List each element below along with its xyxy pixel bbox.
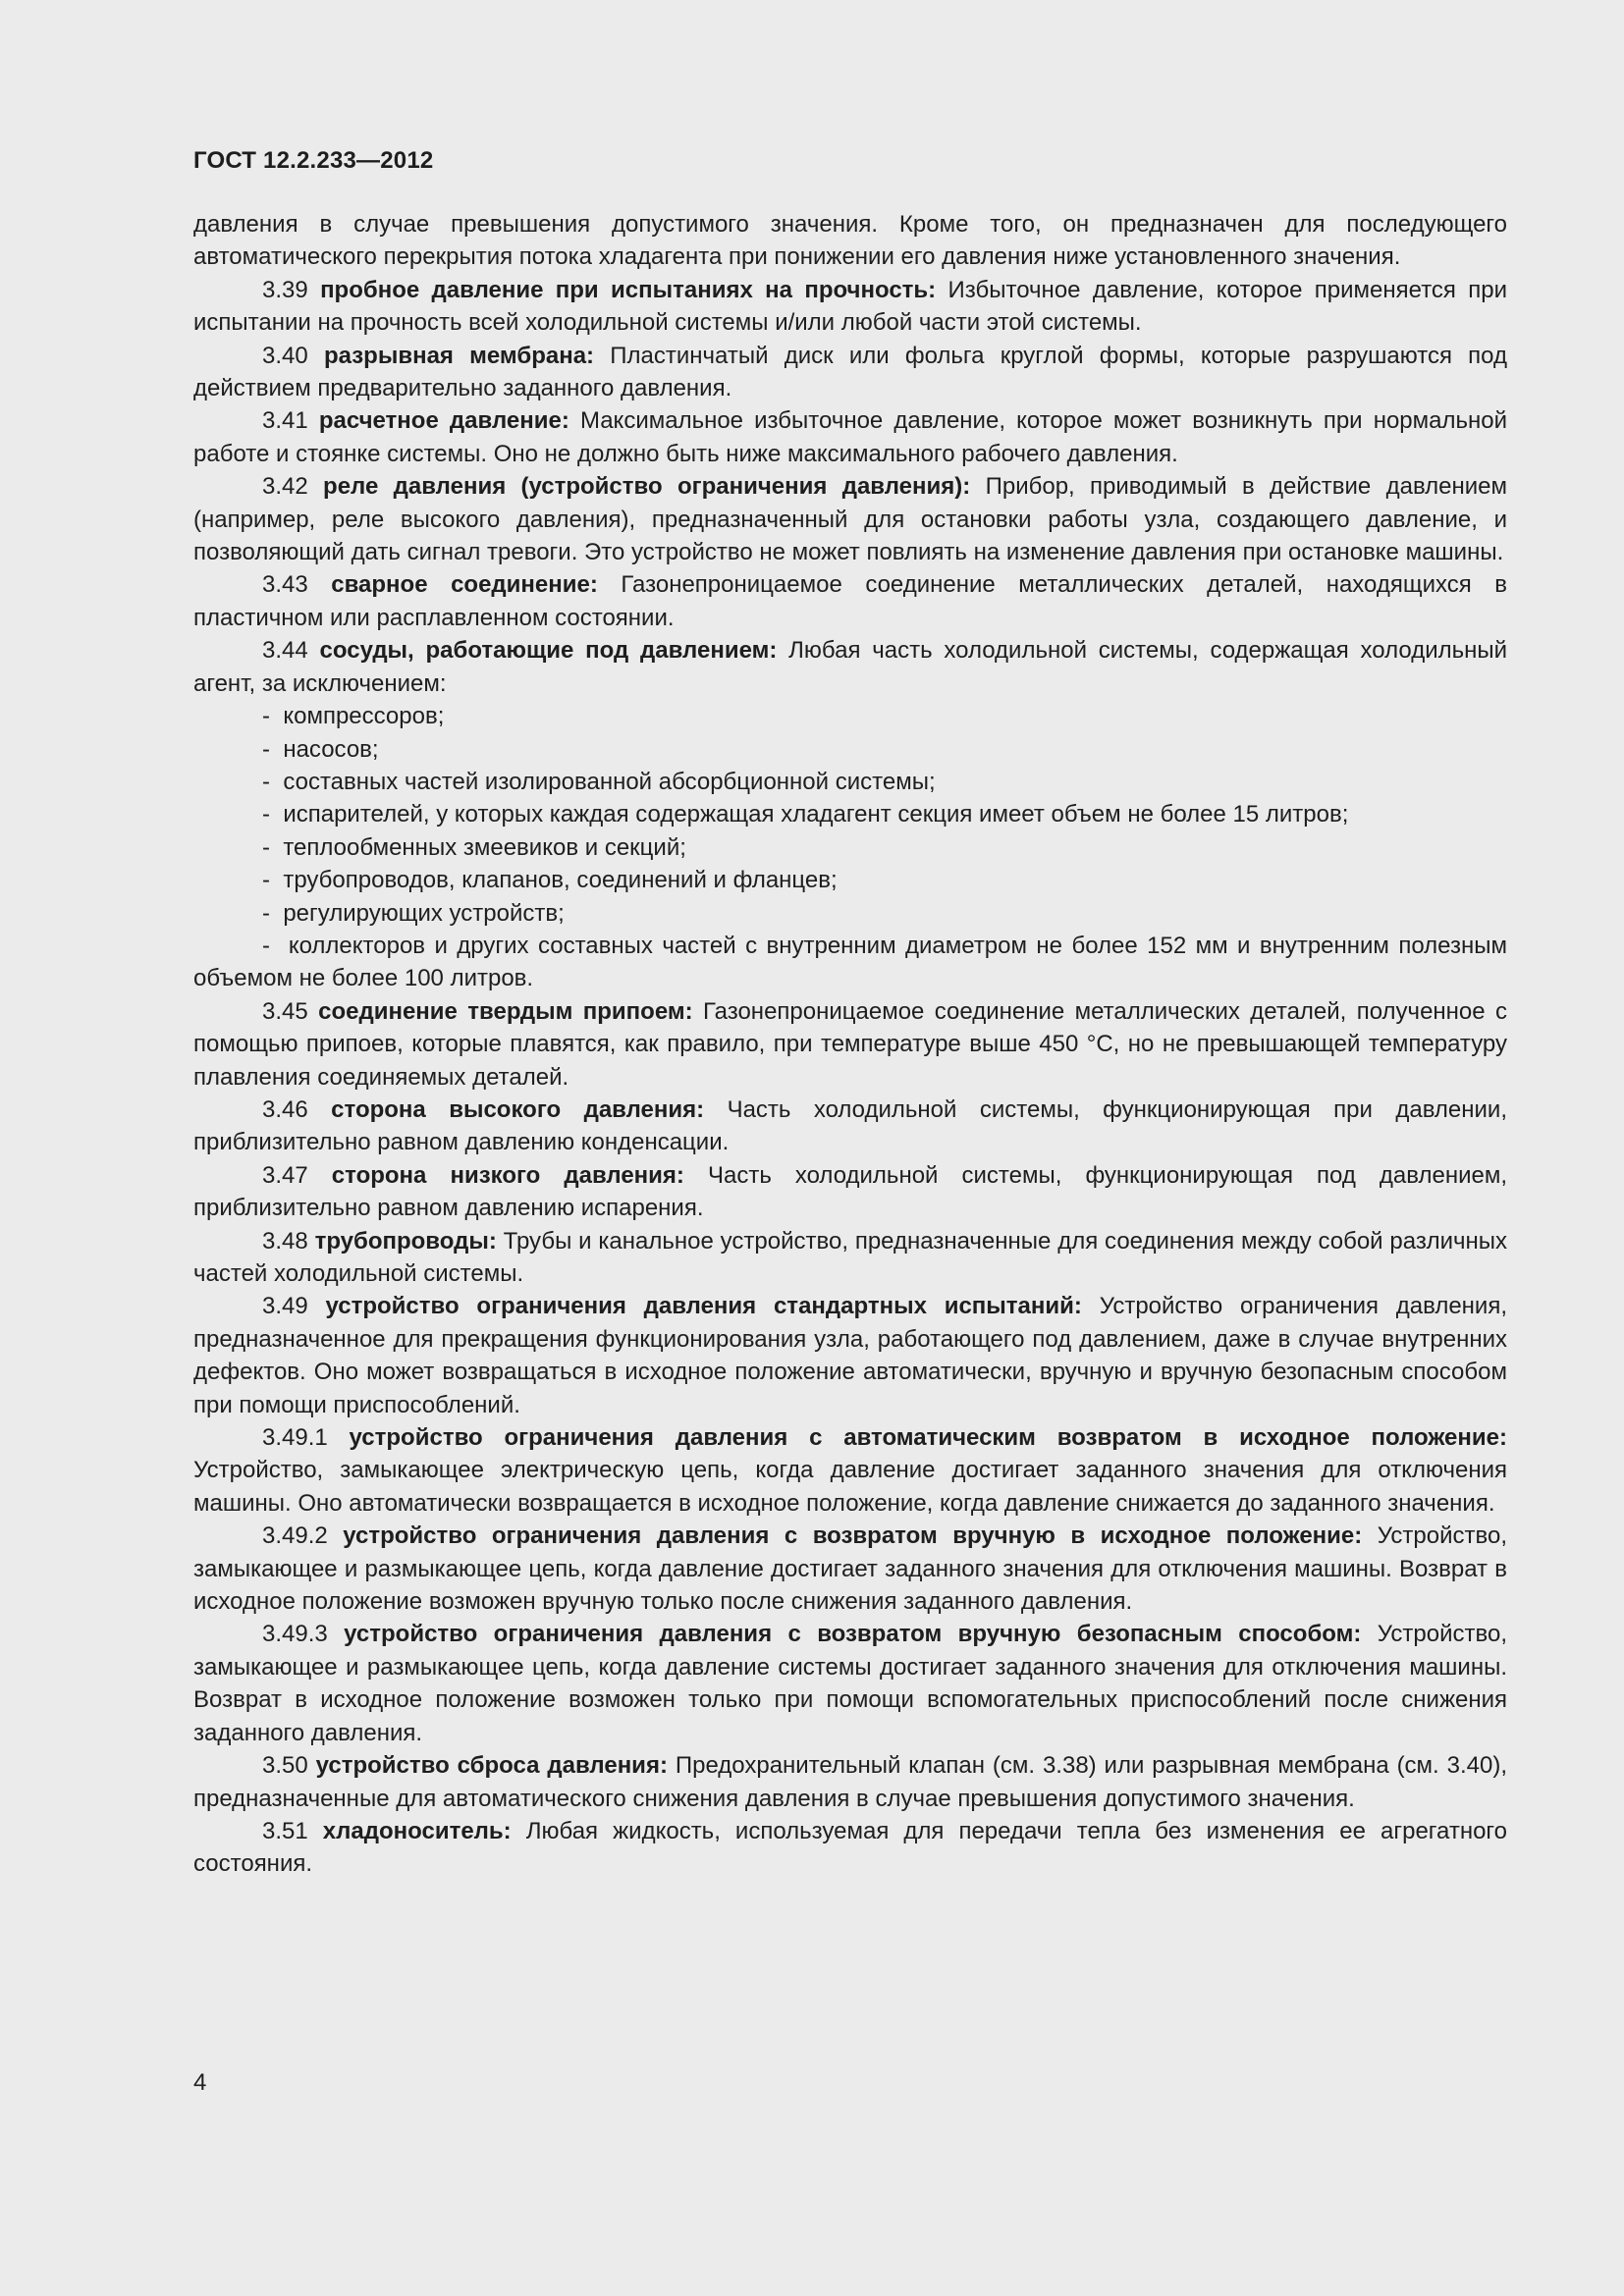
dash-marker: - <box>262 801 284 828</box>
dash-marker: - <box>262 703 284 730</box>
exclusion-item <box>193 700 1507 732</box>
definition-term: реле давления (устройство ограничения давления): <box>323 473 971 501</box>
definition-3-49 <box>193 1290 1507 1421</box>
definition-text: Устройство, замыкающее и размыкающее цепь, когда давление системы достигает заданного значения для отключения машины. Возврат в исходное положение возможен только при помощи вспомогательных приспособлений после снижения заданного давления. <box>193 1621 1507 1746</box>
definition-3-48 <box>193 1225 1507 1291</box>
definition-text: Газонепроницаемое соединение металлических деталей, находящихся в пластичном или расплавленном состоянии. <box>193 571 1507 631</box>
exclusion-text: коллекторов и других составных частей с внутренним диаметром не более 152 мм и внутренним полезным объемом не более 100 литров. <box>193 932 1507 992</box>
definition-number: 3.42 <box>262 473 308 501</box>
definition-text: Максимальное избыточное давление, которое может возникнуть при нормальной работе и стоянке системы. Оно не должно быть ниже максимального рабочего давления. <box>193 407 1507 467</box>
definition-3-42 <box>193 470 1507 568</box>
definition-text: Трубы и канальное устройство, предназначенные для соединения между собой различных частей холодильной системы. <box>193 1227 1507 1287</box>
definition-3-45 <box>193 995 1507 1094</box>
definition-number: 3.45 <box>262 997 308 1025</box>
definition-number: 3.44 <box>262 637 308 665</box>
definition-3-44 <box>193 634 1507 700</box>
definition-text: Часть холодильной системы, функционирующая под давлением, приблизительно равном давлению испарения. <box>193 1161 1508 1222</box>
definition-term: хладоноситель: <box>322 1817 512 1844</box>
definition-number: 3.46 <box>262 1095 308 1123</box>
page-number: 4 <box>193 2069 207 2096</box>
definition-3-49-2 <box>193 1520 1507 1618</box>
exclusion-text: составных частей изолированной абсорбционной системы; <box>283 768 936 795</box>
definition-text: Устройство, замыкающее электрическую цепь, когда давление достигает заданного значения для отключения машины. Оно автоматически возвращается в исходное положение, когда давление снижается до заданного значения. <box>193 1457 1507 1517</box>
definition-3-49-1 <box>193 1421 1507 1520</box>
dash-marker: - <box>262 932 289 959</box>
exclusion-item <box>193 831 1507 864</box>
definition-term: устройство сброса давления: <box>315 1752 668 1780</box>
exclusion-text: компрессоров; <box>283 703 445 730</box>
definition-term: разрывная мембрана: <box>323 342 595 369</box>
definition-term: сторона высокого давления: <box>331 1095 705 1123</box>
definition-number: 3.41 <box>262 407 308 435</box>
definition-3-49-3 <box>193 1618 1507 1749</box>
definition-term: расчетное давление: <box>318 407 569 435</box>
definition-text: Устройство, замыкающее и размыкающее цепь, когда давление достигает заданного значения для отключения машины. Возврат в исходное положение возможен вручную только после снижения заданного давления. <box>193 1522 1507 1616</box>
exclusion-text: трубопроводов, клапанов, соединений и фланцев; <box>283 867 838 894</box>
definition-3-46 <box>193 1094 1507 1159</box>
definition-term: устройство ограничения давления с автоматическим возвратом в исходное положение: <box>349 1424 1507 1452</box>
dash-marker: - <box>262 867 284 894</box>
definition-number: 3.39 <box>262 276 308 303</box>
definition-number: 3.51 <box>262 1817 308 1844</box>
definition-text: Предохранительный клапан (см. 3.38) или разрывная мембрана (см. 3.40), предназначенные для автоматического снижения давления в случае превышения допустимого значения. <box>193 1752 1507 1812</box>
definition-number: 3.40 <box>262 342 308 369</box>
definition-text: Любая жидкость, используемая для передачи тепла без изменения ее агрегатного состояния. <box>193 1817 1508 1878</box>
definition-term: пробное давление при испытаниях на прочность: <box>320 276 937 303</box>
intro-paragraph: давления в случае превышения допустимого значения. Кроме того, он предназначен для последующего автоматического перекрытия потока хладагента при понижении его давления ниже установленного значения. <box>193 211 1507 271</box>
definition-number: 3.49 <box>262 1293 308 1320</box>
definition-term: устройство ограничения давления стандартных испытаний: <box>325 1293 1082 1320</box>
definition-term: сторона низкого давления: <box>331 1161 684 1189</box>
definition-text: Газонепроницаемое соединение металлических деталей, полученное с помощью припоев, которые плавятся, как правило, при температуре выше 450 °С, но не превышающей температуру плавления соединяемых деталей. <box>193 997 1507 1091</box>
definition-term: устройство ограничения давления с возвратом вручную в исходное положение: <box>343 1522 1363 1550</box>
exclusion-text: испарителей, у которых каждая содержащая хладагент секция имеет объем не более 15 литров; <box>283 801 1349 828</box>
definition-3-39 <box>193 274 1507 340</box>
dash-marker: - <box>262 735 284 763</box>
exclusion-text: насосов; <box>283 735 379 763</box>
exclusion-item <box>193 733 1507 766</box>
definition-number: 3.43 <box>262 571 308 599</box>
exclusion-item <box>193 798 1507 830</box>
definition-term: трубопроводы: <box>314 1227 497 1255</box>
document-body <box>193 208 1507 1881</box>
exclusion-item <box>193 864 1507 896</box>
definition-number: 3.49.3 <box>262 1621 328 1648</box>
exclusion-item <box>193 766 1507 798</box>
exclusion-item <box>193 930 1507 995</box>
definitions-list-2 <box>193 995 1507 1881</box>
exclusions-list <box>193 700 1507 995</box>
definition-text: Любая часть холодильной системы, содержащая холодильный агент, за исключением: <box>193 637 1508 697</box>
dash-marker: - <box>262 833 284 861</box>
document-code-header: ГОСТ 12.2.233—2012 <box>193 147 434 174</box>
definition-number: 3.50 <box>262 1752 308 1780</box>
definition-3-40 <box>193 340 1507 405</box>
definition-3-50 <box>193 1749 1507 1815</box>
definition-text: Избыточное давление, которое применяется при испытании на прочность всей холодильной системы и/или любой части этой системы. <box>193 276 1508 337</box>
definition-term: соединение твердым припоем: <box>318 997 693 1025</box>
definition-text: Часть холодильной системы, функционирующая при давлении, приблизительно равном давлению конденсации. <box>193 1095 1507 1156</box>
definition-3-41 <box>193 404 1507 470</box>
definition-3-43 <box>193 568 1507 634</box>
exclusion-text: теплообменных змеевиков и секций; <box>283 833 686 861</box>
definition-3-51 <box>193 1815 1507 1881</box>
dash-marker: - <box>262 768 284 795</box>
definitions-list-1 <box>193 274 1507 700</box>
definition-3-47 <box>193 1159 1507 1225</box>
definition-term: сварное соединение: <box>331 571 598 599</box>
exclusion-item <box>193 897 1507 930</box>
dash-marker: - <box>262 899 284 927</box>
definition-text: Устройство ограничения давления, предназначенное для прекращения функционирования узла, работающего под давлением, даже в случае внутренних дефектов. Оно может возвращаться в исходное положение автоматически, вручную и вручную безопасным способом при помощи приспособлений. <box>193 1293 1507 1418</box>
definition-text: Прибор, приводимый в действие давлением (например, реле высокого давления), предназначенный для остановки работы узла, создающего давление, и позволяющий дать сигнал тревоги. Это устройство не может повлиять на изменение давления при остановке машины. <box>193 473 1508 566</box>
exclusion-text: регулирующих устройств; <box>283 899 565 927</box>
definition-term: сосуды, работающие под давлением: <box>319 637 778 665</box>
definition-term: устройство ограничения давления с возвратом вручную безопасным способом: <box>344 1621 1362 1648</box>
definition-text: Пластинчатый диск или фольга круглой формы, которые разрушаются под действием предварительно заданного давления. <box>193 342 1507 402</box>
definition-number: 3.48 <box>262 1227 308 1255</box>
definition-number: 3.47 <box>262 1161 308 1189</box>
definition-number: 3.49.2 <box>262 1522 328 1550</box>
definition-number: 3.49.1 <box>262 1424 328 1452</box>
